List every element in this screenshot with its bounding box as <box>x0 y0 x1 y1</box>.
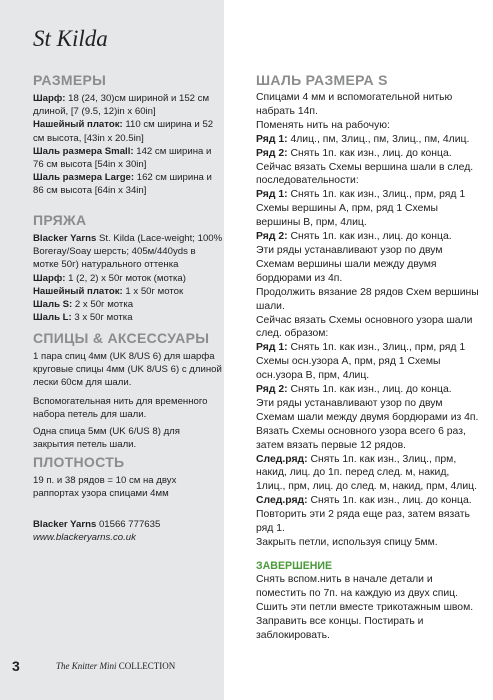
needles-heading: СПИЦЫ & АКСЕССУАРЫ <box>33 330 210 346</box>
yarn-line: Шаль S: 2 x 50г мотка <box>33 299 134 311</box>
sizes-list <box>33 92 223 198</box>
instruction-line: След.ряд: Снять 1п. как изн., 3лиц., прм, накид, лиц. до 1п. перед след. м, накид, 1лиц., прм, лиц. до след. м, накид, прм, 4лиц. <box>256 453 477 493</box>
page-title: St Kilda <box>33 26 108 51</box>
yarn-heading: ПРЯЖА <box>33 212 87 228</box>
contact-url[interactable]: www.blackeryarns.co.uk <box>33 532 136 543</box>
needles-para: Вспомогательная нить для временного набора петель для шали. <box>33 395 208 420</box>
gauge-text: 19 п. и 38 рядов = 10 см на двух раппортах узора спицами 4мм <box>33 475 177 500</box>
size-line: Нашейный платок: 110 см ширина и 52 см высота, [43in x 20.5in] <box>33 119 214 144</box>
page-number: 3 <box>12 658 20 674</box>
size-line: Шаль размера Small: 142 см ширина и 76 см высота [54in x 30in] <box>33 145 212 171</box>
instruction-line: Ряд 1: Снять 1п. как изн., 3лиц., прм, ряд 1 Схемы вершины А, прм, ряд 1 Схемы вершины В, прм, 4лиц. <box>256 189 466 229</box>
size-line: Шаль размера Large: 162 см ширина и 86 см высота [64in x 34in] <box>33 172 212 197</box>
instruction-line: Вязать Схемы основного узора всего 6 раз, затем вязать первые 12 рядов. <box>256 425 466 451</box>
instruction-line: Ряд 2: Снять 1п. как изн., лиц. до конца. <box>256 231 452 243</box>
instruction-line: Сейчас вязать Схемы вершина шали в след. последовательности: <box>256 161 474 187</box>
sizes-heading: РАЗМЕРЫ <box>33 72 107 88</box>
instruction-line: Поменять нить на рабочую: <box>256 119 390 131</box>
instruction-line: Ряд 2: Снять 1п. как изн., лиц. до конца. <box>256 384 452 396</box>
instruction-line: Продолжить вязание 28 рядов Схем вершины шали. <box>256 286 479 312</box>
finishing-line: Заправить все концы. Постирать и заблокировать. <box>256 615 424 641</box>
instruction-line: Закрыть петли, используя спицу 5мм. <box>256 537 438 548</box>
contact-block <box>33 518 223 544</box>
finishing-heading: ЗАВЕРШЕНИЕ <box>256 559 333 572</box>
shawl-heading: ШАЛЬ РАЗМЕРА S <box>256 72 388 88</box>
finishing-line: Снять вспом.нить в начале детали и поместить по 7п. на каждую из двух спиц. <box>256 573 459 599</box>
instruction-line: След.ряд: Снять 1п. как изн., лиц. до конца. <box>256 495 472 507</box>
shawl-instructions <box>256 91 480 550</box>
contact-line: Blacker Yarns 01566 777635 <box>33 519 161 530</box>
size-line: Шарф: 18 (24, 30)см шириной и 152 см длиной, [7 (9.5, 12)in x 60in] <box>33 93 210 118</box>
needles-para: Одна спица 5мм (UK 6/US 8) для закрытия петель шали. <box>33 426 180 451</box>
instruction-line: Эти ряды устанавливают узор по двум Схемам вершины шали между двумя бордюрами из 4п. <box>256 244 443 284</box>
instruction-line: Спицами 4 мм и вспомогательной нитью набрать 14п. <box>256 92 453 117</box>
yarn-line: Шаль L: 3 x 50г мотка <box>33 312 133 324</box>
pattern-column <box>256 72 480 642</box>
instruction-line: Повторить эти 2 ряда еще раз, затем вязать ряд 1. <box>256 509 470 535</box>
sizes-section <box>33 72 223 198</box>
gauge-section <box>33 454 223 500</box>
instruction-line: Ряд 1: 4лиц., пм, 3лиц., пм, 3лиц., пм, 4лиц. <box>256 133 470 145</box>
needles-body <box>33 350 223 451</box>
yarn-line: Шарф: 1 (2, 2) x 50г моток (мотка) <box>33 272 186 284</box>
finishing-line: Сшить эти петли вместе трикотажным швом. <box>256 601 474 613</box>
needles-section <box>33 330 223 451</box>
instruction-line: Ряд 2: Снять 1п. как изн., лиц. до конца. <box>256 147 452 159</box>
needles-para: 1 пара спиц 4мм (UK 8/US 6) для шарфа круговые спицы 4мм (UK 8/US 6) с длиной лески 60см для шали. <box>33 351 222 389</box>
footer-magazine: The Knitter Mini COLLECTION <box>56 661 176 671</box>
gauge-heading: ПЛОТНОСТЬ <box>33 454 125 470</box>
yarn-section <box>33 212 223 324</box>
instruction-line: Ряд 1: Снять 1п. как изн., 3лиц., прм, ряд 1 Схемы осн.узора А, прм, ряд 1 Схемы осн.узора В, прм, 4лиц. <box>256 342 466 382</box>
instruction-line: Сейчас вязать Схемы основного узора шали след. образом: <box>256 314 473 340</box>
yarn-desc: Blacker Yarns St. Kilda (Lace-weight; 100% Boreray/Soay шерсть; 405м/440yds в мотке 50г) натурального оттенка <box>33 233 223 271</box>
instruction-line: Эти ряды устанавливают узор по двум Схемам шали между двумя бордюрами из 4п. <box>256 397 479 423</box>
yarn-line: Нашейный платок: 1 x 50г моток <box>33 285 184 297</box>
yarn-list <box>33 232 223 324</box>
